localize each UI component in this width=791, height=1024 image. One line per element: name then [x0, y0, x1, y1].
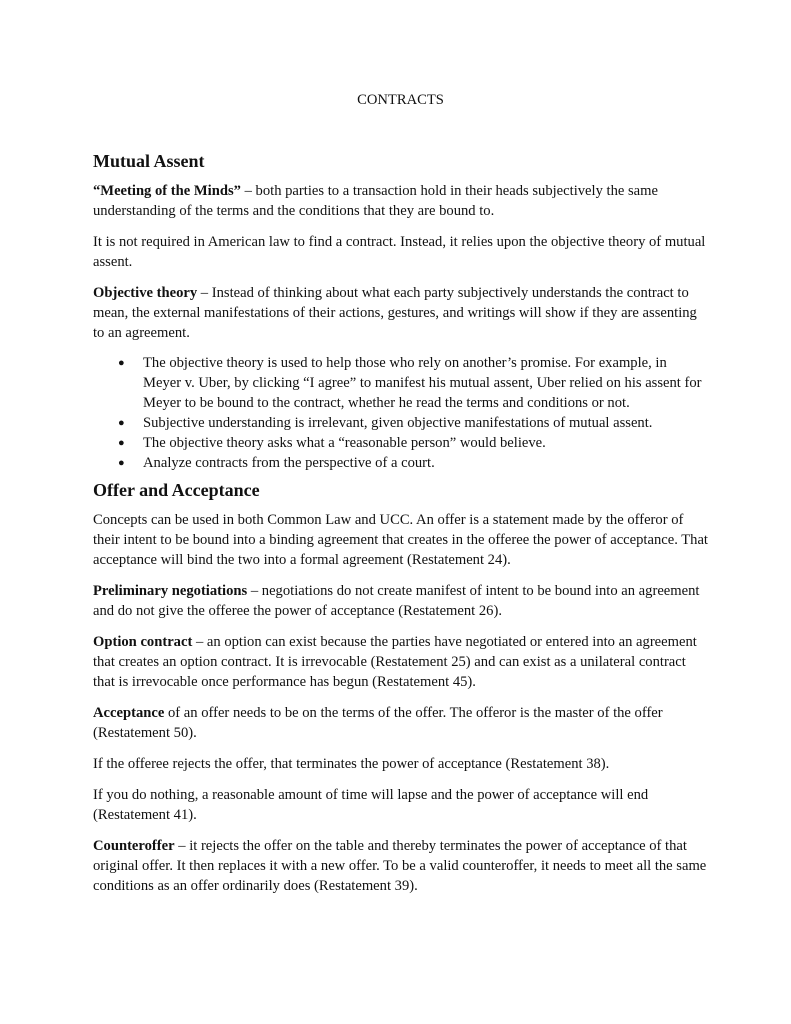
paragraph-text: – both parties to a transaction hold in their heads subjectively the same understanding of the terms and the conditions that they are bound to.: [93, 183, 658, 219]
heading-mutual-assent: Mutual Assent: [93, 151, 205, 171]
paragraph-text: – it rejects the offer on the table and thereby terminates the power of acceptance of that original offer. It then replaces it with a new offer. To be a valid counteroffer, it needs to meet all the same conditions as an offer ordinarily does (Restatement 39).: [93, 838, 707, 894]
list-item: [118, 453, 708, 473]
term-meeting-of-minds: “Meeting of the Minds”: [93, 183, 241, 199]
term-objective-theory: Objective theory: [93, 285, 198, 301]
paragraph-preliminary-negotiations: [93, 581, 708, 621]
term-option-contract: Option contract: [93, 634, 193, 650]
list-item-text: The objective theory is used to help those who rely on another’s promise. For example, in Meyer v. Uber, by clicking “I agree” to manifest his mutual assent, Uber relied on his assent for Meyer to be bound to the contract, whether he read the terms and conditions or not.: [143, 355, 702, 411]
paragraph-acceptance: [93, 703, 708, 743]
paragraph-text: – Instead of thinking about what each party subjectively understands the contract to mean, the external manifestations of their actions, gestures, and writings will show if they are assenting to an agreement.: [93, 285, 697, 341]
paragraph-american-law: [93, 232, 708, 272]
list-item-text: Analyze contracts from the perspective of a court.: [143, 455, 435, 471]
paragraph-offeree-rejects: [93, 754, 708, 774]
heading-offer-and-acceptance: Offer and Acceptance: [93, 480, 260, 500]
paragraph-option-contract: [93, 632, 708, 692]
term-acceptance: Acceptance: [93, 705, 165, 721]
list-item-text: The objective theory asks what a “reasonable person” would believe.: [143, 435, 546, 451]
bullet-icon: ●: [118, 437, 125, 449]
paragraph-lapse-of-time: [93, 785, 708, 825]
paragraph-text: of an offer needs to be on the terms of the offer. The offeror is the master of the offer (Restatement 50).: [93, 705, 663, 741]
paragraph-text: If the offeree rejects the offer, that terminates the power of acceptance (Restatement 38).: [93, 756, 610, 772]
bullet-icon: ●: [118, 457, 125, 469]
objective-theory-bullet-list: [93, 353, 708, 473]
paragraph-text: It is not required in American law to find a contract. Instead, it relies upon the objective theory of mutual assent.: [93, 234, 706, 270]
term-preliminary-negotiations: Preliminary negotiations: [93, 583, 248, 599]
paragraph-text: – negotiations do not create manifest of intent to be bound into an agreement and do not give the offeree the power of acceptance (Restatement 26).: [93, 583, 700, 619]
paragraph-offer-concepts: [93, 510, 708, 570]
paragraph-objective-theory: [93, 283, 708, 343]
bullet-icon: ●: [118, 417, 125, 429]
list-item: [118, 433, 708, 453]
list-item: [118, 413, 708, 433]
paragraph-meeting-of-minds: [93, 181, 708, 221]
paragraph-text: Concepts can be used in both Common Law and UCC. An offer is a statement made by the offeror of their intent to be bound into a binding agreement that creates in the offeree the power of acceptance. That acceptance will bind the two into a formal agreement (Restatement 24).: [93, 512, 708, 568]
paragraph-text: If you do nothing, a reasonable amount of time will lapse and the power of acceptance will end (Restatement 41).: [93, 787, 649, 823]
document-page: [93, 90, 708, 896]
term-counteroffer: Counteroffer: [93, 838, 175, 854]
list-item: [118, 353, 708, 413]
paragraph-counteroffer: [93, 836, 708, 896]
paragraph-text: – an option can exist because the parties have negotiated or entered into an agreement that creates an option contract. It is irrevocable (Restatement 25) and can exist as a unilateral contract that is irrevocable once performance has begun (Restatement 45).: [93, 634, 697, 690]
document-title: CONTRACTS: [357, 92, 444, 108]
list-item-text: Subjective understanding is irrelevant, given objective manifestations of mutual assent.: [143, 415, 653, 431]
bullet-icon: ●: [118, 357, 125, 369]
